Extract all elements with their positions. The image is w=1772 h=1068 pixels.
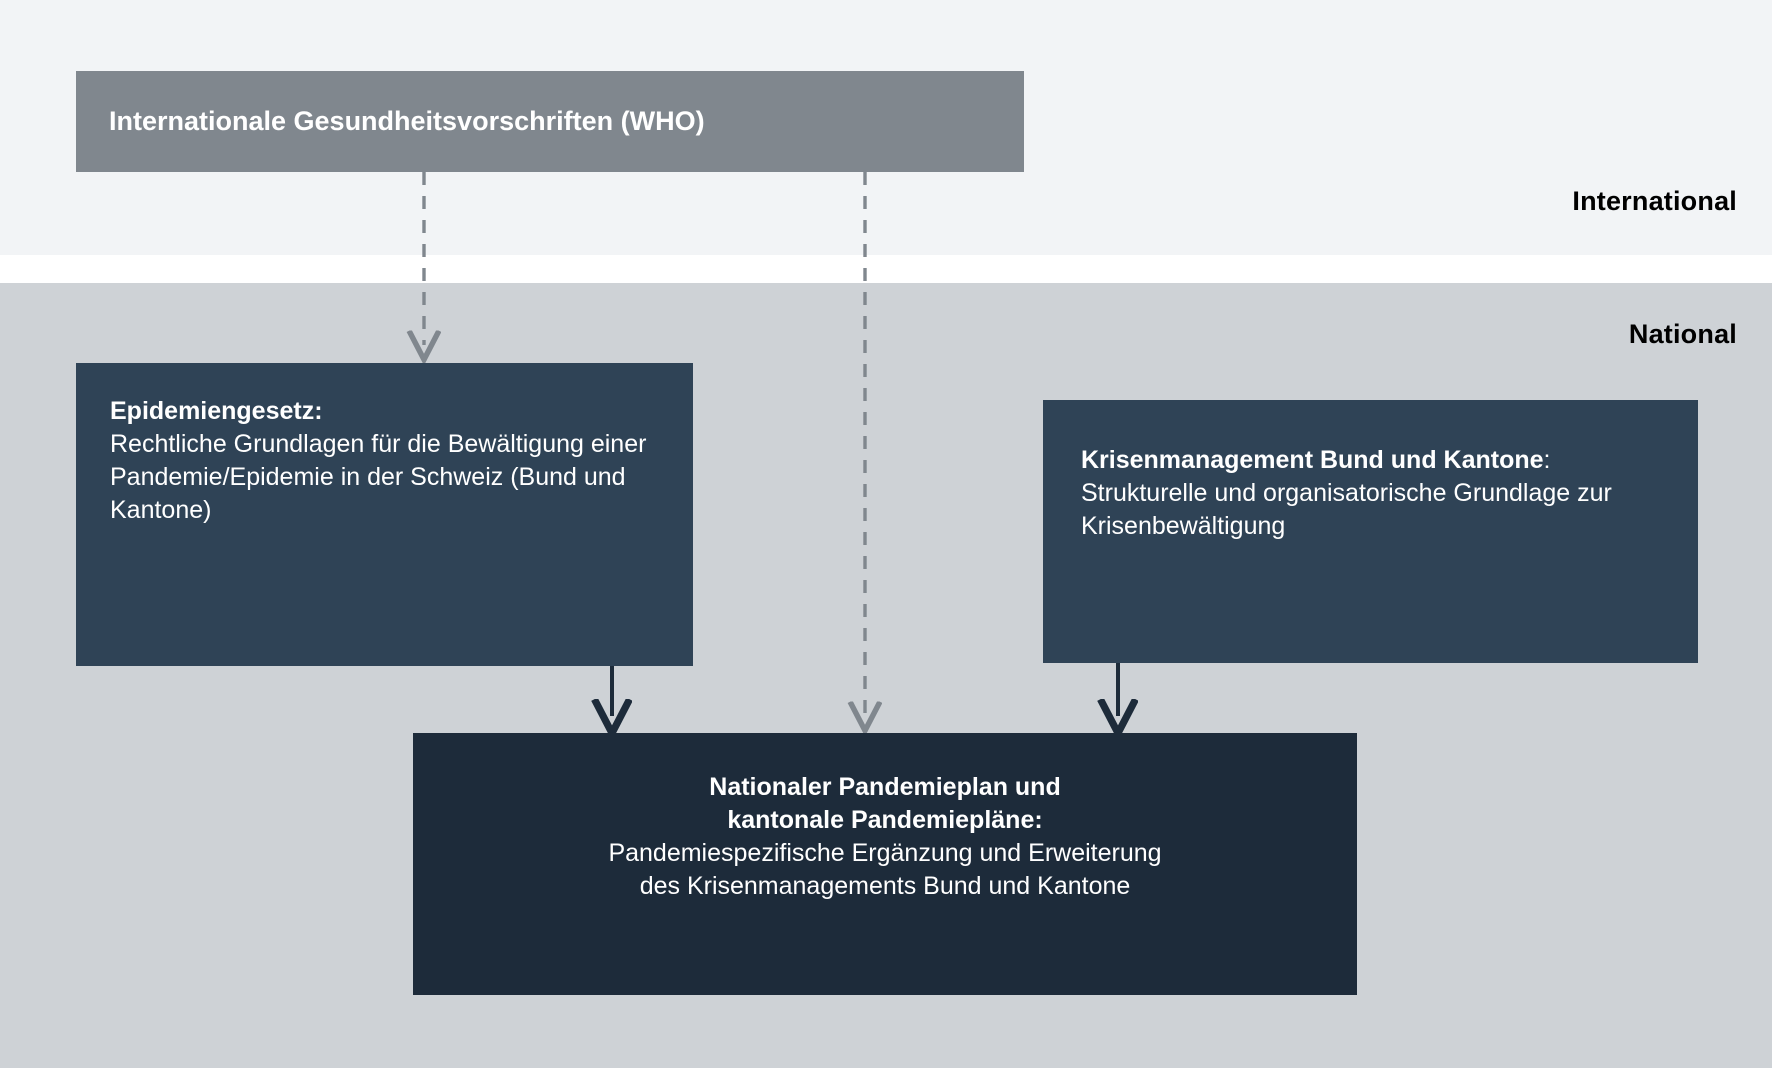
band-label-international: International	[1572, 186, 1737, 216]
box-who	[76, 71, 1024, 172]
box-pandemieplan-body-line2: des Krisenmanagements Bund und Kantone	[639, 872, 1131, 900]
box-krisenmanagement-body: : Strukturelle und organisatorische Grundlage zur Krisenbewältigung	[1081, 446, 1612, 540]
band-label-national: National	[1628, 319, 1737, 349]
box-pandemieplan	[413, 733, 1357, 995]
box-pandemieplan-title-line2: kantonale Pandemiepläne:	[727, 806, 1043, 834]
box-krisenmanagement	[1043, 400, 1698, 663]
box-epidemiengesetz-title: Epidemiengesetz:	[110, 397, 323, 425]
box-epidemiengesetz-body: Rechtliche Grundlagen für die Bewältigung einer Pandemie/Epidemie in der Schweiz (Bund und Kantone)	[110, 430, 647, 524]
box-epidemiengesetz	[76, 363, 693, 666]
box-pandemieplan-title-line1: Nationaler Pandemieplan und	[709, 773, 1061, 801]
box-who-title: Internationale Gesundheitsvorschriften (WHO)	[109, 105, 705, 136]
box-pandemieplan-body-line1: Pandemiespezifische Ergänzung und Erweiterung	[608, 839, 1162, 867]
box-krisenmanagement-title: Krisenmanagement Bund und Kantone	[1081, 446, 1544, 474]
